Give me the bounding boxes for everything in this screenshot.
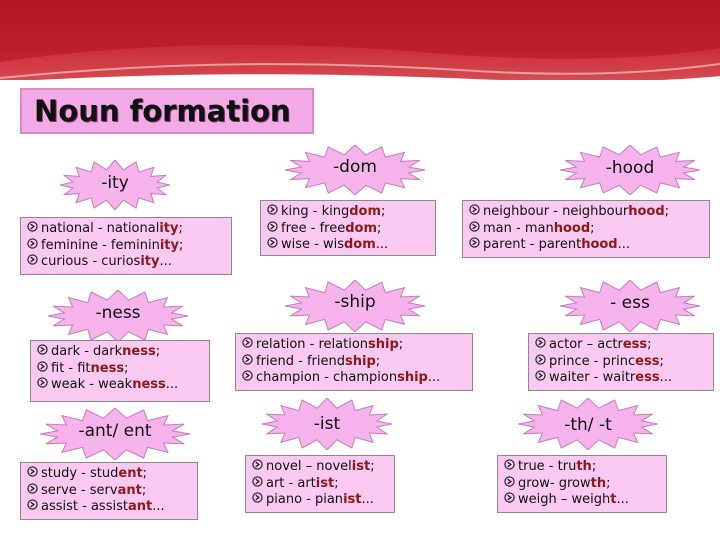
example-punct: ; — [381, 204, 386, 219]
example-punct: ; — [659, 353, 664, 369]
example-base: piano - pian — [266, 492, 344, 507]
example-box-ity — [20, 217, 232, 275]
example-row — [535, 370, 707, 387]
example-suffix: dom — [345, 220, 378, 236]
example-base: feminine - feminin — [41, 237, 160, 253]
suffix-label: -ness — [95, 303, 141, 323]
example-box-th — [497, 455, 667, 513]
example-base: man - man — [483, 220, 554, 236]
example-row — [27, 499, 191, 516]
suffix-burst-th — [518, 398, 658, 450]
suffix-label: -ist — [313, 414, 341, 434]
example-punct: ... — [361, 492, 374, 507]
example-box-hood — [462, 200, 710, 258]
example-suffix: ist — [315, 475, 335, 491]
example-suffix: hood — [628, 204, 665, 219]
example-punct: ; — [606, 475, 611, 491]
example-suffix: hood — [553, 220, 591, 236]
example-punct: ... — [165, 377, 179, 392]
example-punct: ; — [377, 220, 382, 236]
circle-arrow-icon — [252, 459, 266, 476]
example-base: national - national — [41, 221, 160, 236]
example-suffix: ant — [117, 482, 142, 498]
suffix-burst-hood — [560, 145, 700, 195]
example-punct: ; — [398, 337, 404, 352]
example-punct: ... — [617, 237, 631, 252]
example-row — [504, 459, 660, 476]
example-punct: ; — [334, 475, 339, 491]
example-base: assist - assist — [41, 499, 128, 514]
suffix-label: -ship — [334, 292, 376, 312]
example-punct: ; — [590, 220, 595, 236]
circle-arrow-icon — [504, 492, 518, 509]
circle-arrow-icon — [267, 237, 281, 254]
suffix-burst-ess — [560, 280, 700, 332]
example-suffix: ent — [118, 466, 143, 481]
example-row — [242, 370, 466, 387]
example-suffix: hood — [581, 237, 618, 252]
example-row — [267, 237, 429, 254]
example-suffix: ant — [127, 499, 153, 514]
suffix-burst-ity — [60, 160, 170, 210]
example-punct: ; — [142, 466, 148, 481]
example-row — [252, 492, 388, 509]
example-suffix: ship — [368, 337, 399, 352]
example-row — [27, 466, 191, 483]
example-row — [469, 204, 703, 221]
example-base: curious - curios — [41, 254, 141, 269]
example-suffix: ity — [159, 221, 179, 236]
example-punct: ; — [647, 337, 652, 352]
example-suffix: ness — [90, 360, 125, 376]
example-box-ess — [528, 333, 714, 391]
example-punct: ... — [375, 237, 389, 252]
example-row — [27, 254, 225, 271]
example-suffix: ity — [159, 237, 179, 253]
example-punct: ; — [178, 221, 183, 236]
example-base: art - art — [266, 475, 316, 491]
example-base: king - king — [281, 204, 350, 219]
example-base: wise - wis — [281, 237, 344, 252]
circle-arrow-icon — [469, 204, 483, 221]
example-punct: ... — [659, 370, 672, 385]
example-row — [252, 476, 388, 493]
suffix-label: -dom — [333, 157, 377, 177]
example-base: fit - fit — [51, 360, 91, 376]
suffix-label: - ess — [610, 293, 650, 313]
example-suffix: th — [576, 459, 592, 474]
circle-arrow-icon — [27, 238, 41, 255]
example-punct: ; — [141, 482, 147, 498]
example-base: prince - princ — [549, 353, 636, 369]
example-base: waiter - waitr — [549, 370, 636, 385]
example-box-ness — [30, 340, 210, 402]
example-suffix: ess — [622, 337, 648, 352]
example-base: free - free — [281, 220, 346, 236]
example-base: weigh – weigh — [518, 492, 611, 507]
example-base: neighbour - neighbour — [483, 204, 629, 219]
suffix-burst-ist — [262, 398, 392, 450]
circle-arrow-icon — [37, 377, 51, 394]
example-punct: ; — [370, 459, 375, 474]
page-title: Noun formation — [34, 94, 291, 128]
circle-arrow-icon — [504, 459, 518, 476]
title-box — [20, 88, 314, 134]
suffix-burst-ship — [285, 280, 425, 332]
example-base: novel – novel — [266, 459, 352, 474]
example-suffix: t — [610, 492, 617, 507]
example-row — [267, 204, 429, 221]
example-row — [267, 221, 429, 238]
example-row — [469, 237, 703, 254]
circle-arrow-icon — [27, 499, 41, 516]
example-punct: ; — [124, 360, 129, 376]
circle-arrow-icon — [37, 344, 51, 361]
example-suffix: dom — [344, 237, 376, 252]
example-punct: ; — [155, 344, 161, 359]
circle-arrow-icon — [252, 476, 266, 493]
example-base: dark - dark — [51, 344, 123, 359]
example-suffix: ship — [397, 370, 428, 385]
example-row — [37, 377, 203, 394]
example-base: weak - weak — [51, 377, 133, 392]
suffix-label: -th/ -t — [564, 415, 612, 435]
banner-wave — [0, 0, 720, 100]
example-row — [242, 337, 466, 354]
example-box-ant — [20, 462, 198, 520]
circle-arrow-icon — [27, 466, 41, 483]
circle-arrow-icon — [252, 492, 266, 509]
circle-arrow-icon — [535, 337, 549, 354]
circle-arrow-icon — [535, 354, 549, 371]
example-row — [27, 483, 191, 500]
example-base: parent - parent — [483, 237, 582, 252]
circle-arrow-icon — [242, 337, 256, 354]
example-box-ship — [235, 333, 473, 391]
example-row — [242, 354, 466, 371]
example-suffix: ness — [132, 377, 166, 392]
example-row — [27, 238, 225, 255]
example-base: serve - serv — [41, 482, 118, 498]
example-suffix: th — [590, 475, 607, 491]
suffix-label: -ant/ ent — [78, 421, 152, 441]
example-punct: ... — [159, 254, 172, 269]
suffix-burst-dom — [285, 145, 425, 195]
example-punct: ... — [427, 370, 441, 385]
example-punct: ; — [375, 353, 381, 369]
circle-arrow-icon — [469, 237, 483, 254]
example-base: relation - relation — [256, 337, 369, 352]
example-row — [535, 354, 707, 371]
example-punct: ; — [591, 459, 597, 474]
circle-arrow-icon — [242, 370, 256, 387]
example-base: champion - champion — [256, 370, 398, 385]
suffix-burst-ness — [48, 290, 188, 342]
circle-arrow-icon — [27, 254, 41, 271]
example-suffix: ess — [635, 370, 660, 385]
example-base: study - stud — [41, 466, 119, 481]
example-box-ist — [245, 455, 395, 513]
suffix-burst-ant — [40, 408, 190, 460]
example-row — [27, 221, 225, 238]
example-box-dom — [260, 200, 436, 256]
example-suffix: ness — [122, 344, 156, 359]
example-base: grow- grow — [518, 475, 591, 491]
circle-arrow-icon — [504, 476, 518, 493]
example-punct: ; — [664, 204, 670, 219]
suffix-label: -ity — [101, 173, 129, 193]
example-punct: ... — [616, 492, 629, 507]
example-punct: ; — [179, 237, 184, 253]
circle-arrow-icon — [27, 483, 41, 500]
circle-arrow-icon — [267, 221, 281, 238]
example-row — [504, 476, 660, 493]
circle-arrow-icon — [37, 361, 51, 378]
example-base: friend - friend — [256, 353, 346, 369]
circle-arrow-icon — [469, 221, 483, 238]
circle-arrow-icon — [27, 221, 41, 238]
example-base: actor – actr — [549, 337, 623, 352]
circle-arrow-icon — [535, 370, 549, 387]
example-suffix: ist — [351, 459, 371, 474]
example-row — [504, 492, 660, 509]
example-suffix: dom — [349, 204, 382, 219]
example-row — [37, 361, 203, 378]
example-suffix: ess — [635, 353, 660, 369]
example-row — [37, 344, 203, 361]
example-punct: ... — [152, 499, 165, 514]
suffix-label: -hood — [605, 158, 655, 178]
example-base: true - tru — [518, 459, 577, 474]
circle-arrow-icon — [242, 354, 256, 371]
example-suffix: ship — [345, 353, 376, 369]
example-row — [469, 221, 703, 238]
example-row — [252, 459, 388, 476]
circle-arrow-icon — [267, 204, 281, 221]
example-suffix: ist — [343, 492, 362, 507]
example-suffix: ity — [140, 254, 160, 269]
example-row — [535, 337, 707, 354]
